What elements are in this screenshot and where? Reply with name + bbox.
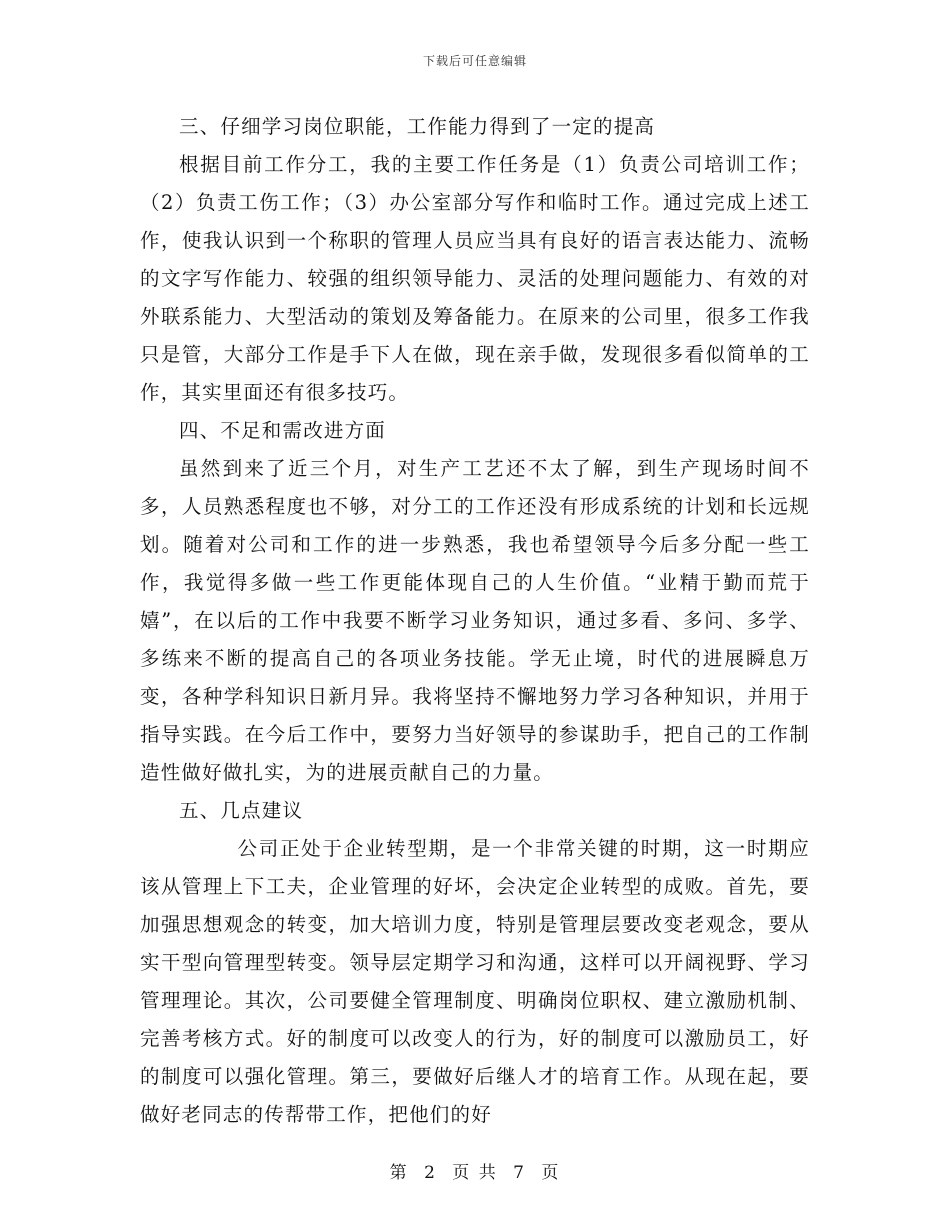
footer-current-page: 2 xyxy=(424,1163,437,1183)
paragraph-shortcomings: 虽然到来了近三个月，对生产工艺还不太了解，到生产现场时间不多，人员熟悉程度也不够，对分工的工作还没有形成系统的计划和长远规划。随着对公司和工作的进一步熟悉，我也希望领导今后多分配一些工作，我觉得多做一些工作更能体现自己的人生价值。“业精于勤而荒于嬉”，在以后的工作中我要不断学习业务知识，通过多看、多问、多学、多练来不断的提高自己的各项业务技能。学无止境，时代的进展瞬息万变，各种学科知识日新月异。我将坚持不懈地努力学习各种知识，并用于指导实践。在今后工作中，要努力当好领导的参谋助手，把自己的工作制造性做好做扎实，为的进展贡献自己的力量。 xyxy=(140,457,810,784)
document-body xyxy=(140,108,810,1134)
paragraph-work-duties: 根据目前工作分工，我的主要工作任务是（1）负责公司培训工作；（2）负责工伤工作；（3）办公室部分写作和临时工作。通过完成上述工作，使我认识到一个称职的管理人员应当具有良好的语言表达能力、流畅的文字写作能力、较强的组织领导能力、灵活的处理问题能力、有效的对外联系能力、大型活动的策划及筹备能力。在原来的公司里，很多工作我只是管，大部分工作是手下人在做，现在亲手做，发现很多看似简单的工作，其实里面还有很多技巧。 xyxy=(140,153,810,404)
section-heading-4: 四、不足和需改进方面 xyxy=(179,419,387,442)
footer-suffix: 页 xyxy=(541,1163,561,1183)
page-footer xyxy=(0,1158,950,1183)
section-heading-3: 三、仔细学习岗位职能，工作能力得到了一定的提高 xyxy=(179,115,656,138)
footer-total-pages: 7 xyxy=(513,1163,526,1183)
section-heading-5: 五、几点建议 xyxy=(179,799,304,822)
page-header: 下载后可任意编辑 xyxy=(422,54,527,68)
footer-middle: 页 共 xyxy=(452,1163,498,1183)
footer-prefix: 第 xyxy=(389,1163,409,1183)
paragraph-suggestions: 公司正处于企业转型期，是一个非常关键的时期，这一时期应该从管理上下工夫，企业管理的好坏，会决定企业转型的成败。首先，要加强思想观念的转变，加大培训力度，特别是管理层要改变老观念，要从实干型向管理型转变。领导层定期学习和沟通，这样可以开阔视野、学习管理理论。其次，公司要健全管理制度、明确岗位职权、建立激励机制、完善考核方式。好的制度可以改变人的行为，好的制度可以激励员工，好的制度可以强化管理。第三，要做好后继人才的培育工作。从现在起，要做好老同志的传帮带工作，把他们的好 xyxy=(140,837,810,1126)
